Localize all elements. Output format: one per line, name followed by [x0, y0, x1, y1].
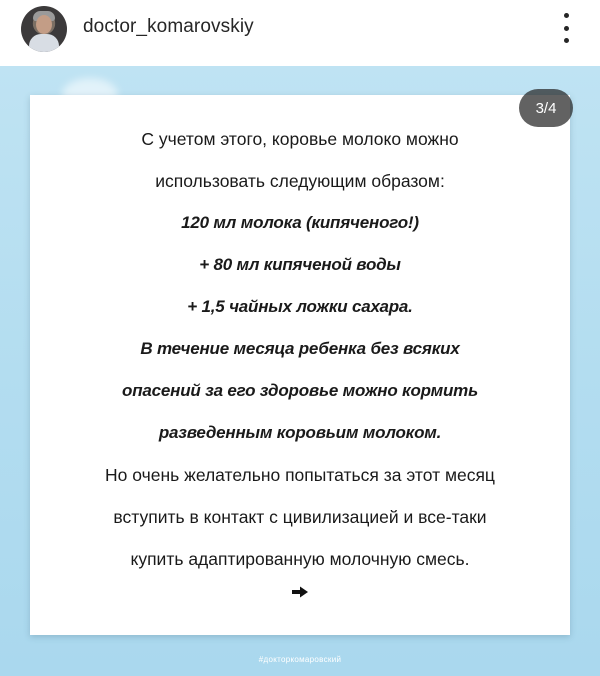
arrow-right-icon — [291, 586, 309, 598]
text-line: купить адаптированную молочную смесь. — [130, 549, 470, 569]
text-line: Но очень желательно попытаться за этот месяц — [105, 465, 495, 485]
text-line: С учетом этого, коровье молоко можно — [141, 129, 459, 149]
username-link[interactable]: doctor_komarovskiy — [83, 16, 254, 37]
text-line-bold: 120 мл молока (кипяченого!) — [181, 213, 419, 232]
text-line-bold: + 80 мл кипяченой воды — [199, 255, 401, 274]
more-dot — [564, 38, 569, 43]
text-line-bold: опасений за его здоровье можно кормить — [122, 381, 478, 400]
avatar[interactable] — [21, 6, 67, 52]
page-counter-badge: 3/4 — [519, 89, 573, 127]
text-line: вступить в контакт с цивилизацией и все-таки — [113, 507, 487, 527]
text-line-bold: + 1,5 чайных ложки сахара. — [187, 297, 413, 316]
avatar-shirt — [29, 34, 59, 52]
text-line-bold: В течение месяца ребенка без всяких — [140, 339, 460, 358]
more-dot — [564, 26, 569, 31]
text-line: использовать следующим образом: — [155, 171, 445, 191]
post-text — [30, 118, 570, 580]
more-vertical-icon[interactable] — [560, 13, 572, 43]
post-header — [0, 0, 600, 62]
more-dot — [564, 13, 569, 18]
text-line-bold: разведенным коровьим молоком. — [158, 423, 442, 442]
avatar-face — [36, 15, 52, 34]
hashtag-watermark: #докторкомаровский — [258, 655, 342, 664]
